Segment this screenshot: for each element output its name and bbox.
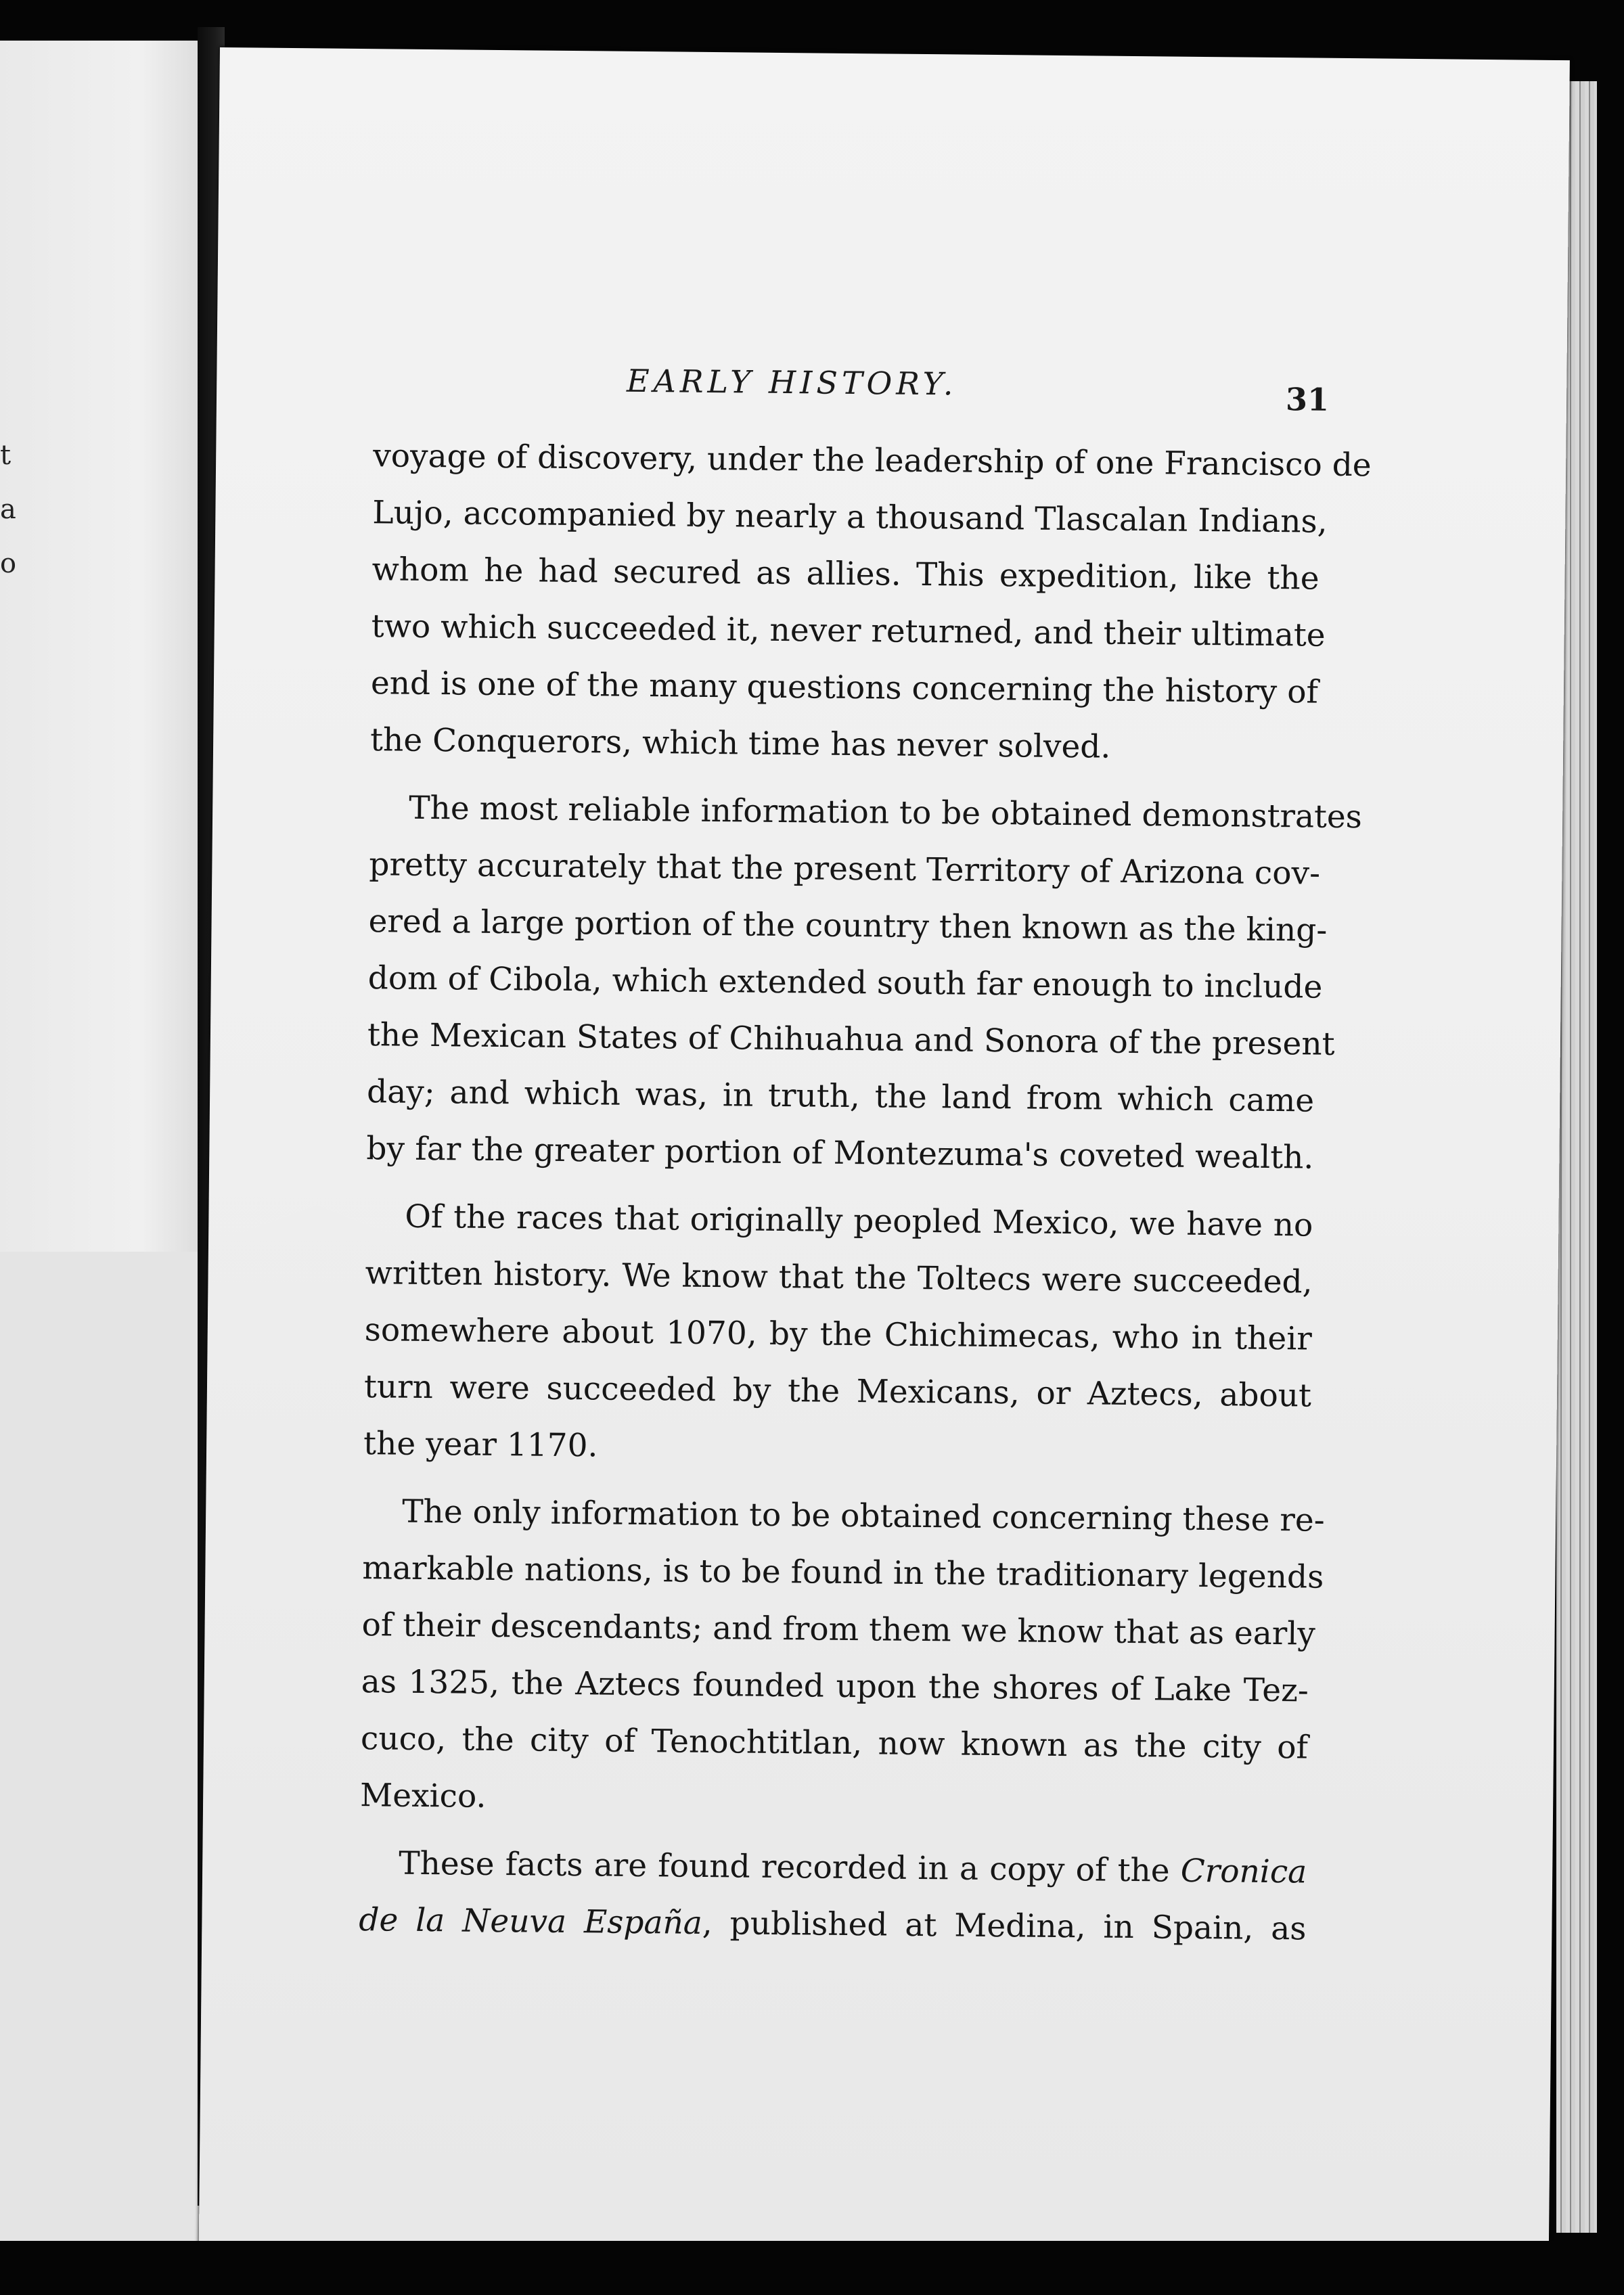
text-line — [359, 1835, 1307, 1901]
text-span: , published at Medina, in Spain, as — [702, 1904, 1307, 1948]
text-line: of their descendants; and from them we know that as early — [361, 1606, 1316, 1653]
left-page-fragment: t — [0, 440, 12, 471]
left-facing-page — [0, 41, 203, 2206]
page-number: 31 — [1285, 381, 1330, 418]
text-line: markable nations, is to be found in the traditionary legends — [362, 1549, 1324, 1596]
body-text — [359, 428, 1372, 1957]
book-title-italic: de la Neuva España — [359, 1901, 703, 1942]
running-head: EARLY HISTORY. — [626, 362, 957, 403]
text-line: end is one of the many questions concerning the history of — [370, 664, 1319, 711]
text-line: voyage of discovery, under the leadership of one Francisco de — [372, 437, 1372, 484]
scan-border — [1597, 0, 1624, 2295]
text-span: These facts are found recorded in a copy of the — [398, 1844, 1181, 1890]
text-line: written history. We know that the Toltecs were succeeded, — [365, 1254, 1313, 1301]
text-line: as 1325, the Aztecs founded upon the shores of Lake Tez- — [361, 1663, 1309, 1710]
text-line: by far the greater portion of Montezuma's coveted wealth. — [366, 1130, 1314, 1177]
book-title-italic: Cronica — [1180, 1852, 1307, 1891]
text-line: Mexico. — [359, 1777, 487, 1815]
text-line: dom of Cibola, which extended south far enough to include — [367, 959, 1323, 1006]
text-line — [359, 1892, 1307, 1957]
text-line: The most reliable information to be obtained demonstrates — [408, 789, 1363, 836]
text-line: day; and which was, in truth, the land from which came — [366, 1073, 1315, 1120]
text-line: pretty accurately that the present Territory of Arizona cov- — [369, 846, 1321, 892]
text-line: turn were succeeded by the Mexicans, or Aztecs, about — [363, 1368, 1312, 1415]
text-line: two which succeeded it, never returned, and their ultimate — [371, 608, 1326, 654]
text-line: the Mexican States of Chihuahua and Sonora of the present — [367, 1016, 1335, 1063]
text-line: Lujo, accompanied by nearly a thousand Tlascalan Indians, — [372, 494, 1328, 541]
text-line: Of the races that originally peopled Mexico, we have no — [405, 1198, 1313, 1244]
text-line: The only information to be obtained concerning these re- — [401, 1493, 1325, 1539]
text-line: the Conquerors, which time has never solved. — [369, 721, 1111, 766]
text-line: the year 1170. — [363, 1425, 598, 1465]
left-page-fragment: o — [0, 548, 17, 579]
text-line: ered a large portion of the country then known as the king- — [368, 903, 1328, 949]
text-line: whom he had secured as allies. This expedition, like the — [371, 551, 1320, 597]
book-page — [199, 47, 1570, 2259]
left-page-fragment: a — [0, 494, 16, 525]
scan-bottom-border — [0, 2241, 1624, 2295]
text-line: cuco, the city of Tenochtitlan, now known as the city of — [360, 1720, 1309, 1767]
text-line: somewhere about 1070, by the Chichimecas, who in their — [364, 1311, 1313, 1358]
left-page-torn-area — [0, 1252, 203, 2246]
